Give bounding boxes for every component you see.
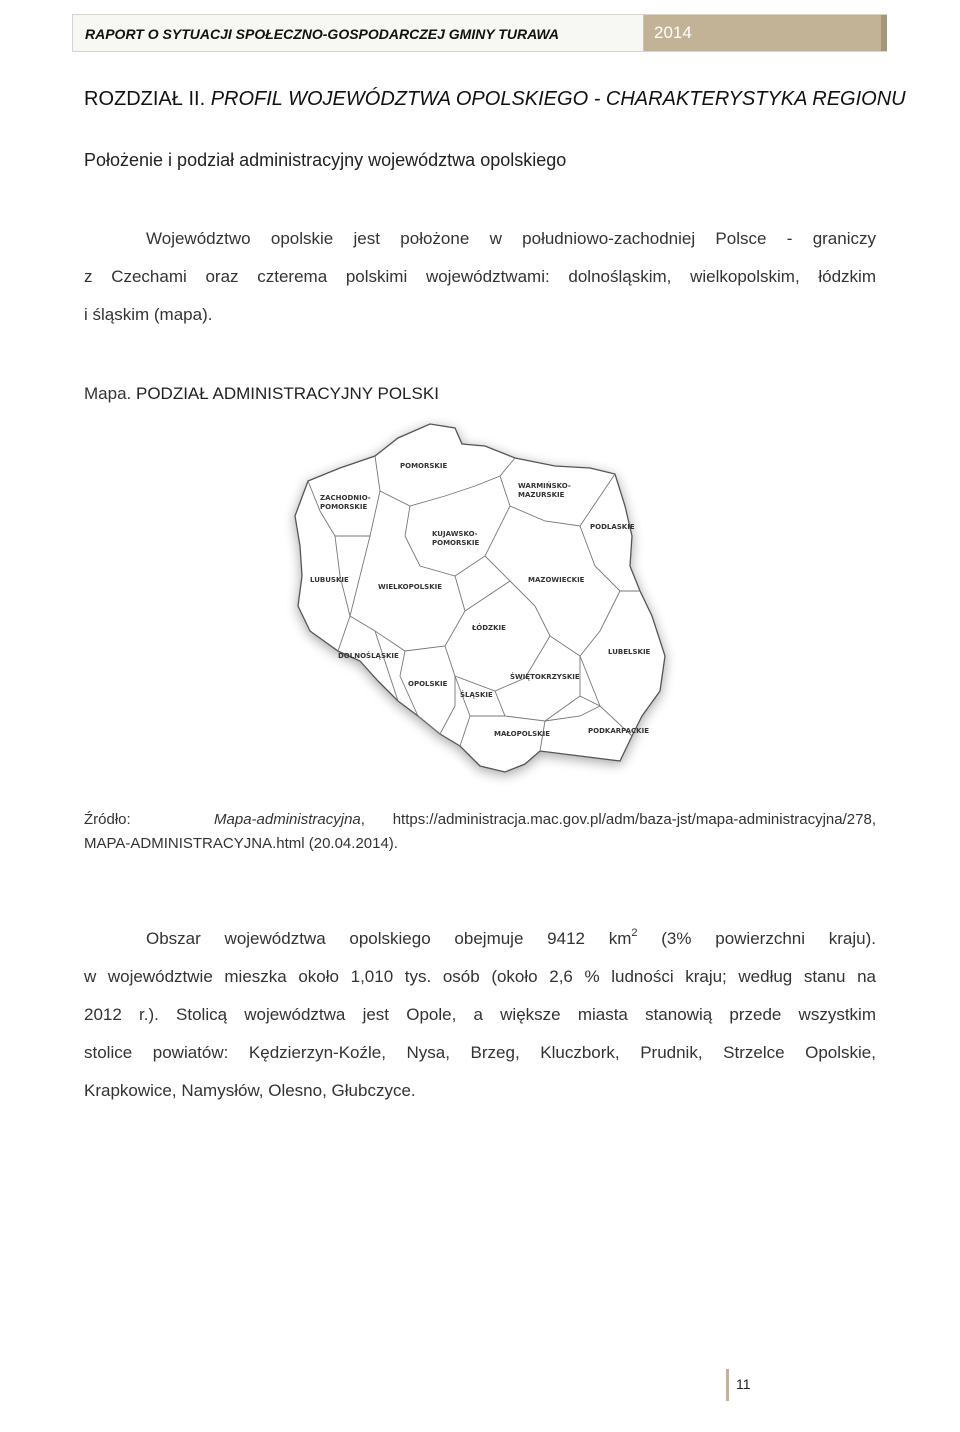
paragraph-line: Województwo opolskie jest położone w południowo-zachodniej Polsce - graniczy xyxy=(146,229,876,248)
region-label-lodzkie: ŁÓDZKIE xyxy=(472,624,506,632)
paragraph-line: z Czechami oraz czterema polskimi województwami: dolnośląskim, wielkopolskim, łódzkim xyxy=(84,267,876,286)
page-footer xyxy=(726,1369,766,1401)
region-label-zachodnio-2: POMORSKIE xyxy=(320,503,368,511)
source-url-1: , https://administracja.mac.gov.pl/adm/baza-jst/mapa-administracyjna/278, xyxy=(360,811,876,828)
paragraph-line: w województwie mieszka około 1,010 tys. osób (około 2,6 % ludności kraju; według stanu na xyxy=(84,967,876,986)
paragraph-line: Krapkowice, Namysłów, Olesno, Głubczyce. xyxy=(84,1081,416,1100)
region-label-opolskie: OPOLSKIE xyxy=(408,680,448,688)
region-label-warminsko-1: WARMIŃSKO- xyxy=(518,482,571,490)
poland-admin-map xyxy=(280,416,680,796)
region-label-swietokrzyskie: ŚWIĘTOKRZYSKIE xyxy=(510,673,580,681)
source-title: Mapa-administracyjna xyxy=(214,811,361,828)
page-header xyxy=(72,14,887,52)
header-title: RAPORT O SYTUACJI SPOŁECZNO-GOSPODARCZEJ GMINY TURAWA xyxy=(85,26,559,42)
map-caption-title: PODZIAŁ ADMINISTRACYJNY POLSKI xyxy=(135,384,439,403)
region-label-lubuskie: LUBUSKIE xyxy=(310,576,349,584)
region-label-zachodnio-1: ZACHODNIO- xyxy=(320,494,371,502)
region-label-pomorskie: POMORSKIE xyxy=(400,462,448,470)
source-label: Źródło: xyxy=(84,811,131,828)
area-text: Obszar województwa opolskiego obejmuje 9412 km xyxy=(146,929,632,948)
chapter-title: PROFIL WOJEWÓDZTWA OPOLSKIEGO - CHARAKTERYSTYKA REGIONU xyxy=(210,88,906,110)
region-label-malopolskie: MAŁOPOLSKIE xyxy=(494,730,550,738)
source-url-2: MAPA-ADMINISTRACYJNA.html (20.04.2014). xyxy=(84,835,398,852)
chapter-heading xyxy=(84,88,906,111)
region-label-slaskie: ŚLĄSKIE xyxy=(460,691,493,699)
section-title: Położenie i podział administracyjny województwa opolskiego xyxy=(84,150,567,170)
header-title-cell xyxy=(73,15,644,51)
region-label-podlaskie: PODLASKIE xyxy=(590,523,635,531)
page-number: 11 xyxy=(736,1376,751,1392)
paragraph-line: stolice powiatów: Kędzierzyn-Koźle, Nysa, Brzeg, Kluczbork, Prudnik, Strzelce Opolskie, xyxy=(84,1043,876,1062)
header-year-cell xyxy=(644,15,887,51)
region-label-dolnoslaskie: DOLNOŚLĄSKIE xyxy=(338,652,399,660)
header-year: 2014 xyxy=(654,23,692,42)
map-caption-prefix: Mapa. xyxy=(84,384,136,403)
paragraph-line xyxy=(84,920,876,958)
region-label-mazowieckie: MAZOWIECKIE xyxy=(528,576,585,584)
region-label-podkarpackie: PODKARPACKIE xyxy=(588,727,649,735)
map-caption xyxy=(84,384,439,404)
paragraph-location xyxy=(84,220,876,334)
poland-outline xyxy=(295,424,665,772)
paragraph-line: i śląskim (mapa). xyxy=(84,305,213,324)
source-line-1 xyxy=(84,808,876,832)
region-label-warminsko-2: MAZURSKIE xyxy=(518,491,565,499)
poland-map-svg xyxy=(280,416,680,796)
paragraph-line: 2012 r.). Stolicą województwa jest Opole, a większe miasta stanowią przede wszystkim xyxy=(84,1005,876,1024)
paragraph-area xyxy=(84,920,876,1110)
region-label-kujawsko-2: POMORSKIE xyxy=(432,539,480,547)
chapter-prefix: ROZDZIAŁ II. xyxy=(84,88,211,110)
region-label-lubelskie: LUBELSKIE xyxy=(608,648,651,656)
region-label-kujawsko-1: KUJAWSKO- xyxy=(432,530,478,538)
region-label-wielkopolskie: WIELKOPOLSKIE xyxy=(378,583,443,591)
area-share: (3% powierzchni kraju). xyxy=(637,929,876,948)
map-source xyxy=(84,808,876,856)
area-superscript: 2 xyxy=(631,927,638,939)
